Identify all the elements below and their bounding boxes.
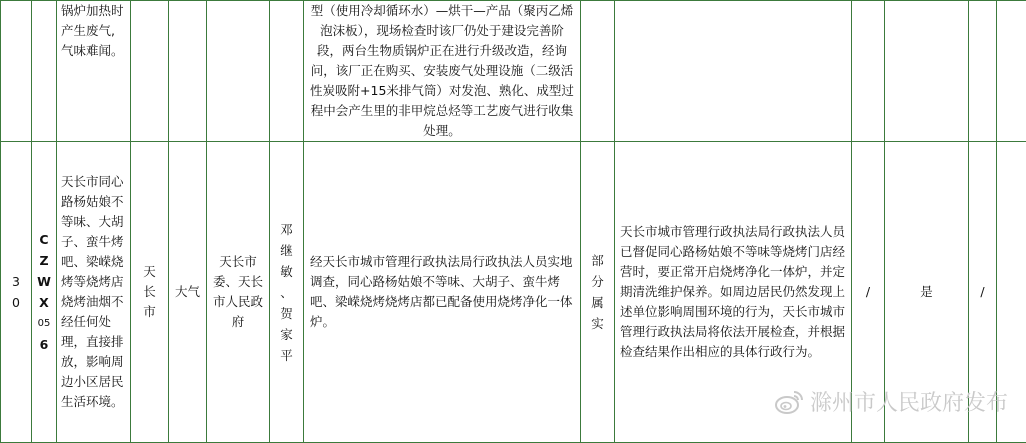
verdict-cell: 部 分 属 实 xyxy=(581,142,615,443)
watermark-text: 滁州市人民政府发布 xyxy=(810,386,1008,417)
pollution-type-cell: 大气 xyxy=(169,142,207,443)
row-number: 3 0 xyxy=(1,142,32,443)
complaint-code: C Z W X 05 6 xyxy=(32,142,57,443)
extra-cell-3: / xyxy=(969,142,997,443)
city-cell: 天长市 xyxy=(131,142,169,443)
complaint-description: 天长市同心路杨姑娘不等味、大胡子、蛮牛烤吧、梁嵘烧烤等烧烤店烧烤油烟不经任何处理，直接排放，影响周边小区居民生活环境。 xyxy=(57,142,131,443)
handling-result: 天长市城市管理行政执法局行政执法人员已督促同心路杨姑娘不等味等烧烤门店经营时，要正常开启烧烤净化一体炉，并定期清洗维护保养。如周边居民仍然发现上述单位影响周围环境的行为，天长市城市管理行政执法局将依法开展检查，并根据检查结果作出相应的具体行政行为。 xyxy=(615,142,852,443)
responsible-person-cell: 邓 继 敏 、 贺 家 平 xyxy=(270,142,304,443)
responsible-unit-cell: 天长市委、天长市人民政府 xyxy=(207,142,270,443)
extra-cell-1: / xyxy=(852,142,885,443)
investigation-detail: 型（使用冷却循环水）—烘干—产品（聚丙乙烯泡沫板），现场检查时该厂仍处于建设完善阶段，两台生物质锅炉正在进行升级改造，经询问，该厂正在购买、安装废气处理设施（二级活性炭吸附+15米排气筒）对发泡、熟化、成型过程中会产生里的非甲烷总烃等工艺废气进行收集处理。 xyxy=(304,1,581,142)
table-row xyxy=(1,1,1026,142)
complaint-description: 锅炉加热时产生废气,气味难闻。 xyxy=(57,1,131,142)
investigation-result: 经天长市城市管理行政执法局行政执法人员实地调查，同心路杨姑娘不等味、大胡子、蛮牛烤吧、梁嵘烧烤烧烤店都已配备使用烧烤净化一体炉。 xyxy=(304,142,581,443)
weibo-icon xyxy=(774,389,804,415)
extra-cell-2: 是 xyxy=(885,142,969,443)
watermark xyxy=(774,386,1008,417)
